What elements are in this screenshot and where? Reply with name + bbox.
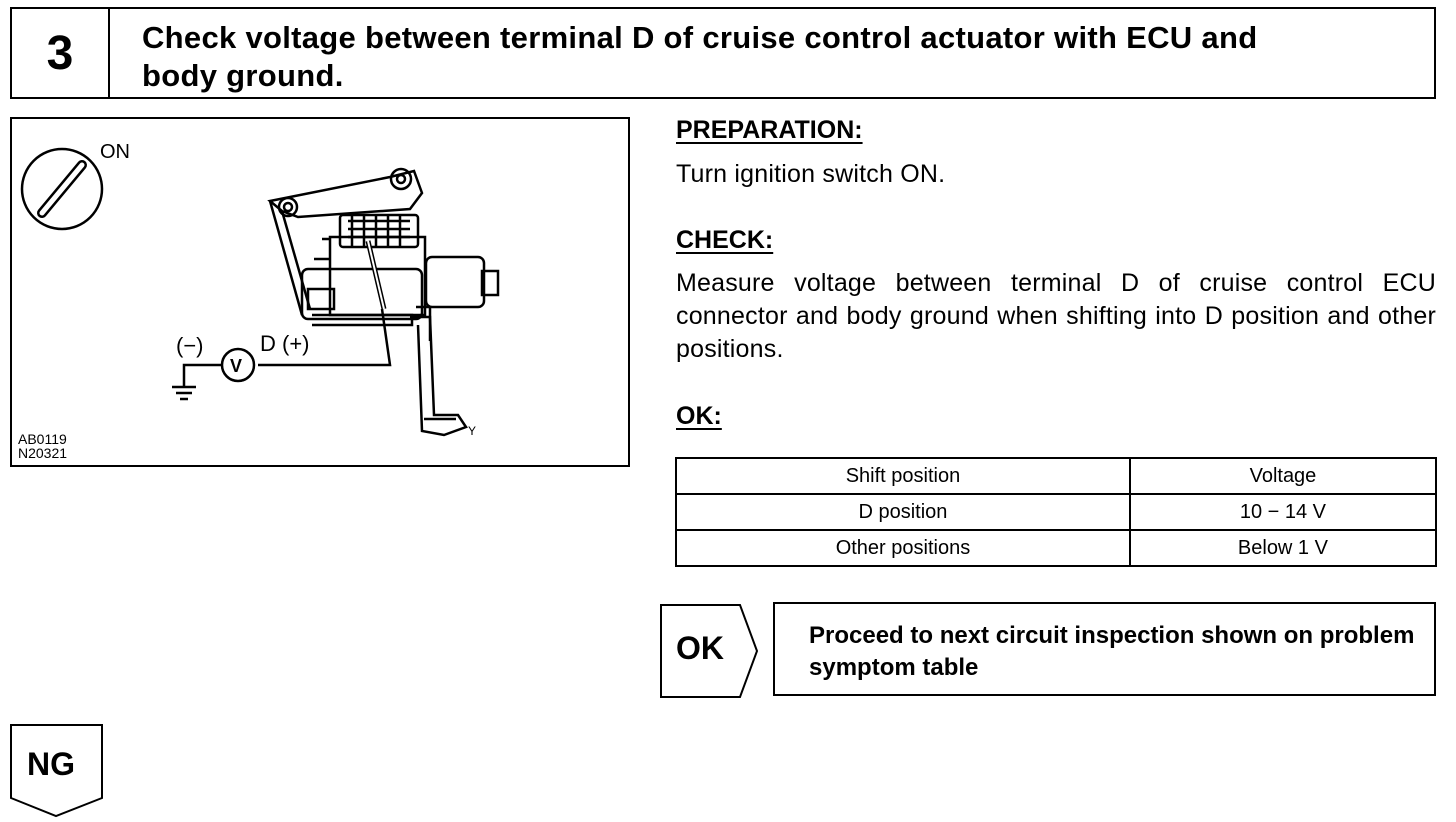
negative-terminal-label: (−) — [176, 333, 204, 358]
step-title-line1: Check voltage between terminal D of cruise control actuator with ECU and — [142, 20, 1258, 55]
ok-heading: OK: — [676, 402, 722, 430]
preparation-text: Turn ignition switch ON. — [676, 160, 946, 188]
switch-on-label: ON — [100, 141, 130, 163]
actuator-body-icon — [302, 215, 498, 341]
ground-icon — [172, 387, 196, 399]
step-title — [110, 9, 1434, 97]
table-header-cell: Voltage — [1130, 458, 1436, 494]
voltmeter-label: V — [230, 356, 243, 376]
ignition-switch-icon — [22, 149, 102, 229]
positive-terminal-label: D (+) — [260, 331, 310, 356]
check-heading: CHECK: — [676, 226, 774, 254]
table-cell: Other positions — [676, 530, 1130, 566]
table-row — [676, 494, 1436, 530]
table-header-row — [676, 458, 1436, 494]
ok-badge-label: OK — [676, 630, 724, 666]
step-number: 3 — [12, 9, 110, 97]
ok-result-box: Proceed to next circuit inspection shown on problem symptom table — [773, 602, 1436, 696]
actuator-illustration — [10, 117, 630, 467]
table-cell: D position — [676, 494, 1130, 530]
voltage-spec-table — [675, 457, 1437, 567]
preparation-heading: PREPARATION: — [676, 116, 863, 144]
figure-code-2: N20321 — [18, 445, 68, 461]
step-header — [10, 7, 1436, 99]
figure-code-1: AB0119 — [18, 431, 67, 447]
check-text: Measure voltage between terminal D of cruise control ECU connector and body ground when shifting into D position and other positions. — [676, 269, 1436, 363]
table-cell: Below 1 V — [1130, 530, 1436, 566]
table-row — [676, 530, 1436, 566]
lever-label: Y — [468, 424, 477, 438]
step-title-line2: body ground. — [142, 58, 344, 93]
actuator-lever-icon — [410, 317, 466, 435]
table-header-cell: Shift position — [676, 458, 1130, 494]
ng-badge-label: NG — [27, 746, 75, 782]
table-cell: 10 − 14 V — [1130, 494, 1436, 530]
actuator-drawing — [12, 119, 630, 467]
